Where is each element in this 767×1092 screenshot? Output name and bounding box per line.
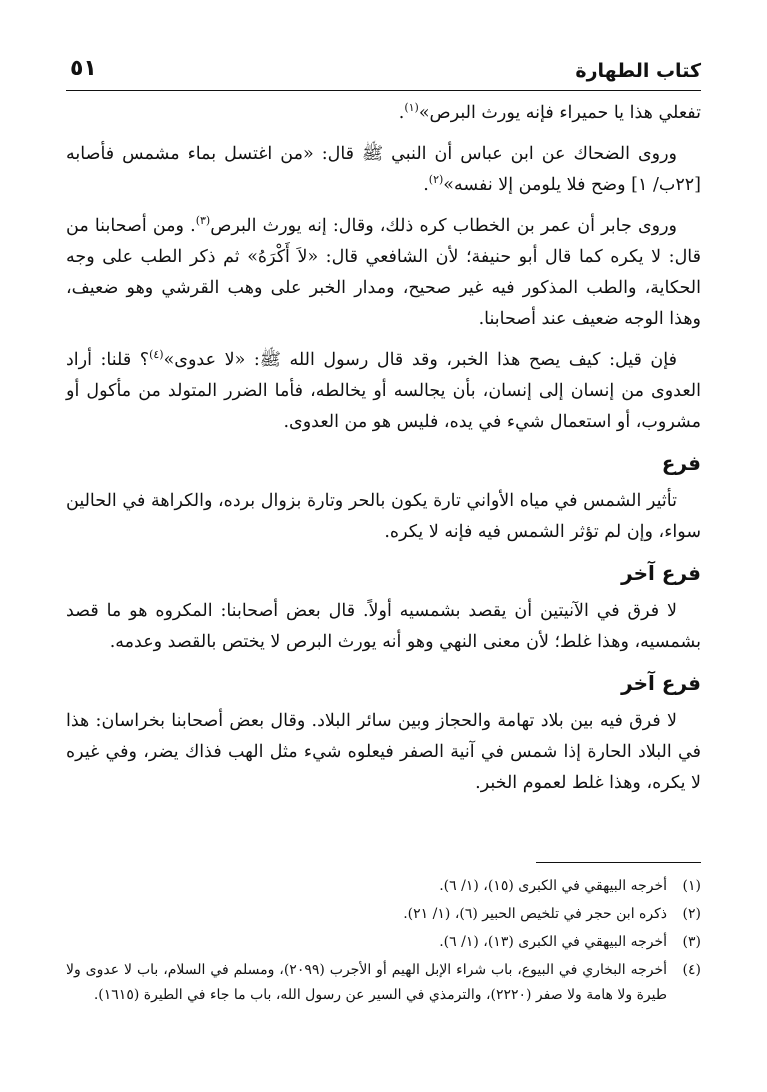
- footnote-ref: (٢): [428, 173, 444, 187]
- footnotes: [66, 874, 701, 1011]
- footnote-text: أخرجه البيهقي في الكبرى (١٣)، (١/ ٦).: [439, 934, 667, 950]
- page-number: ٥١: [70, 56, 97, 81]
- section-heading: فرع آخر: [621, 561, 701, 585]
- paragraph-text: وروى جابر أن عمر بن الخطاب كره ذلك، وقال: إنه يورث البرص: [210, 216, 677, 236]
- main-text: [66, 98, 701, 809]
- footnote-text: ذكره ابن حجر في تلخيص الحبير (٦)، (١/ ٢١).: [403, 906, 667, 922]
- paragraph: [66, 139, 701, 201]
- footnote-number: (٣): [682, 934, 701, 950]
- footnote-ref: (٣): [195, 214, 211, 228]
- paragraph-text: ؟ قلنا: أراد العدوى من إنسان إلى إنسان، بأن يجالسه أو يخالطه، فأما الضرر المتولد من مأكول أو مشروب، أو استعمال شيء في يده، فليس هو من العدوى.: [66, 350, 701, 432]
- paragraph: [66, 345, 701, 438]
- footnote: [66, 902, 701, 927]
- section-heading: فرع: [661, 451, 701, 475]
- section-paragraph: تأثير الشمس في مياه الأواني تارة يكون بالحر وتارة بزوال برده، والكراهة في الحالين سواء، وإن لم تؤثر الشمس فيه فإنه لا يكره.: [66, 491, 701, 542]
- footnote-number: (٢): [682, 906, 701, 922]
- paragraph-text: تفعلي هذا يا حميراء فإنه يورث البرص»: [418, 103, 701, 123]
- footnote-number: (١): [682, 878, 701, 894]
- running-header: [66, 56, 701, 91]
- paragraph-text: .: [398, 103, 405, 123]
- footnote-number: (٤): [682, 962, 701, 978]
- paragraph: [66, 98, 701, 129]
- paragraph-text: .: [423, 175, 429, 195]
- chapter-title: كتاب الطهارة: [575, 60, 701, 82]
- footnote: [66, 930, 701, 955]
- paragraph: [66, 211, 701, 335]
- footnote-text: أخرجه البخاري في البيوع، باب شراء الإبل الهيم أو الأجرب (٢٠٩٩)، ومسلم في السلام، باب لا عدوى ولا طيرة ولا هامة ولا صفر (٢٢٢٠)، والترمذي في السير عن رسول الله، باب ما جاء في الطيرة (١٦١٥).: [66, 962, 667, 1003]
- paragraph-text: وروى الضحاك عن ابن عباس أن النبي ﷺ قال: «من اغتسل بماء مشمس فأصابه [٢٢ب/ ١] وضح فلا يلومن إلا نفسه»: [66, 144, 701, 195]
- footnote: [66, 874, 701, 899]
- footnote-ref: (١): [404, 101, 419, 115]
- paragraph-text: فإن قيل: كيف يصح هذا الخبر، وقد قال رسول الله ﷺ: «لا عدوى»: [163, 350, 677, 370]
- footnote: [66, 958, 701, 1008]
- section-paragraph: لا فرق في الآنيتين أن يقصد بشمسيه أولاً. قال بعض أصحابنا: المكروه هو ما قصد بشمسيه، وهذا غلط؛ لأن معنى النهي وهو أنه يورث البرص لا يختص بالقصد وعدمه.: [66, 601, 701, 652]
- section-paragraph: لا فرق فيه بين بلاد تهامة والحجاز وبين سائر البلاد. وقال بعض أصحابنا بخراسان: هذا في البلاد الحارة إذا شمس في آنية الصفر فيعلوه شيء مثل الهب فذاك يضر، وفي غيره لا يكره، وهذا غلط لعموم الخبر.: [66, 711, 701, 793]
- footnote-ref: (٤): [149, 348, 164, 362]
- footnote-divider: [536, 862, 701, 863]
- section-heading: فرع آخر: [621, 671, 701, 695]
- footnote-text: أخرجه البيهقي في الكبرى (١٥)، (١/ ٦).: [439, 878, 667, 894]
- paragraph-text: . ومن أصحابنا من قال: لا يكره كما قال أبو حنيفة؛ لأن الشافعي قال: «لاَ أَكْرَهُ» ثم ذكر الطب على وجه الحكاية، والطب المذكور فيه غير صحيح، ومدار الخبر على وهب القرشي وهو ضعيف، وهذا الوجه ضعيف عند أصحابنا.: [66, 216, 701, 329]
